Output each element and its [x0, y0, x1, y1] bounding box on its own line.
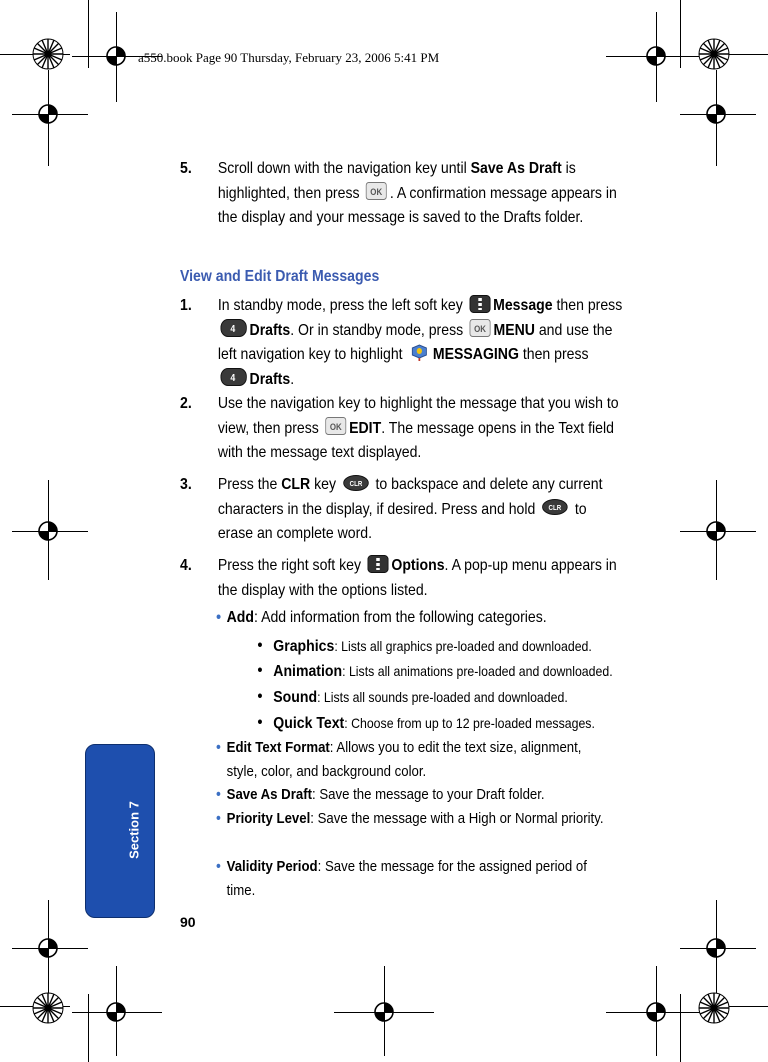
option-item [216, 606, 614, 631]
step-text: . [290, 370, 295, 388]
registration-target-icon [102, 998, 130, 1026]
bullet-icon: • [257, 637, 263, 654]
bullet-icon: • [257, 714, 263, 731]
starburst-mark-icon [698, 38, 730, 70]
option-description: : Add information from the following categories. [254, 609, 547, 626]
registration-target-icon [34, 934, 62, 962]
step-number: 5. [180, 160, 192, 177]
step-text: to backspace and delete any current characters in the display, if desired. Press and hold [217, 476, 603, 518]
print-header: a550.book Page 90 Thursday, February 23, 2006 5:41 PM [138, 50, 440, 65]
page-number: 90 [180, 914, 196, 930]
svg-text:CLR: CLR [548, 504, 562, 513]
instruction-step [180, 554, 623, 603]
registration-target-icon [34, 100, 62, 128]
step-text: Use the navigation key to highlight the message that you wish to view, then press [217, 395, 619, 437]
crop-mark [88, 0, 89, 68]
category-description: : Lists all graphics pre-loaded and downloaded. [334, 638, 592, 654]
registration-target-icon [370, 998, 398, 1026]
section-tab-label: Section 7 [126, 801, 142, 859]
category-term: Animation [273, 663, 343, 680]
option-term: Validity Period [226, 858, 318, 875]
option-description: : Save the message with a High or Normal priority. [310, 810, 604, 827]
option-term: Save As Draft [226, 786, 312, 803]
section-heading: View and Edit Draft Messages [180, 268, 380, 285]
svg-text:CLR: CLR [349, 480, 363, 488]
messaging-icon [409, 344, 430, 362]
step-text: In standby mode, press the left soft key [217, 297, 467, 314]
option-item [216, 783, 614, 807]
section-tab [85, 744, 155, 918]
crop-mark [680, 994, 681, 1062]
category-item [257, 711, 660, 737]
bullet-icon: • [257, 662, 263, 679]
registration-target-icon [102, 42, 130, 70]
bullet-icon: • [216, 739, 221, 756]
crop-mark [88, 994, 89, 1062]
category-item [257, 659, 660, 685]
svg-text:4: 4 [230, 371, 236, 384]
option-item [216, 855, 614, 903]
right-soft-key-icon [368, 555, 389, 573]
instruction-step [180, 157, 623, 231]
step-key-term: Options [391, 557, 445, 574]
registration-target-icon [34, 517, 62, 545]
registration-target-icon [702, 100, 730, 128]
starburst-mark-icon [32, 992, 64, 1024]
registration-target-icon [702, 934, 730, 962]
svg-text:OK: OK [474, 323, 487, 335]
option-term: Priority Level [226, 810, 311, 827]
step-key-term: EDIT [349, 419, 382, 437]
category-term: Sound [273, 689, 318, 706]
category-description: : Lists all sounds pre-loaded and downloaded. [317, 689, 568, 705]
category-item [257, 685, 660, 711]
left-soft-key-icon [469, 295, 490, 313]
step-text: . Or in standby mode, press [290, 321, 468, 339]
option-term: Add [226, 609, 255, 626]
step-number: 1. [180, 297, 192, 314]
svg-text:OK: OK [329, 421, 342, 433]
option-description: : Save the message to your Draft folder. [312, 786, 545, 803]
clr-key-icon [542, 498, 568, 516]
crop-mark [680, 0, 681, 68]
step-text: . A pop-up menu appears in the display with the options listed. [217, 557, 617, 599]
ok-key-icon [325, 417, 346, 435]
step-number: 2. [180, 395, 192, 412]
bullet-icon: • [257, 688, 263, 705]
step-text: Scroll down with the navigation key until [217, 160, 471, 177]
instruction-step [180, 473, 623, 547]
category-term: Graphics [273, 638, 335, 655]
option-description: : Allows you to edit the text size, alignment, style, color, and background color. [226, 739, 582, 780]
bullet-icon: • [216, 858, 221, 875]
step-number: 4. [180, 557, 192, 574]
step-key-term: MESSAGING [432, 346, 519, 363]
category-item [257, 634, 660, 660]
step-key-term: Save As Draft [470, 160, 562, 177]
bullet-icon: • [216, 810, 221, 827]
bullet-icon: • [216, 609, 222, 626]
step-text: . A confirmation message appears in the display and your message is saved to the Drafts folder. [217, 184, 617, 226]
step-key-term: Drafts [249, 370, 291, 388]
registration-target-icon [702, 517, 730, 545]
clr-key-icon [343, 474, 369, 492]
step-key-term: Drafts [249, 321, 291, 339]
step-text: and use the left navigation key to highlight [217, 321, 613, 363]
step-text: to erase an complete word. [217, 500, 587, 542]
instruction-step [180, 294, 623, 392]
step-key-term: MENU [493, 321, 535, 339]
option-item [216, 736, 614, 784]
registration-target-icon [642, 998, 670, 1026]
step-text: Press the right soft key [217, 557, 365, 574]
svg-text:4: 4 [230, 322, 236, 335]
ok-key-icon [366, 182, 387, 200]
step-text: then press [518, 346, 589, 363]
bullet-icon: • [216, 786, 221, 803]
number-4-key-icon [220, 319, 246, 337]
number-4-key-icon [220, 368, 246, 386]
starburst-mark-icon [698, 992, 730, 1024]
instruction-step [180, 392, 623, 466]
step-text: is highlighted, then press [217, 160, 576, 202]
step-number: 3. [180, 476, 192, 493]
starburst-mark-icon [32, 38, 64, 70]
option-term: Edit Text Format [226, 739, 330, 756]
svg-text:OK: OK [370, 186, 383, 198]
ok-key-icon [470, 319, 491, 337]
step-text: . The message opens in the Text field with the message text displayed. [217, 419, 614, 461]
category-description: : Choose from up to 12 pre-loaded messages. [344, 715, 595, 731]
category-term: Quick Text [273, 715, 345, 732]
option-item [216, 807, 614, 831]
step-key-term: Message [493, 297, 553, 314]
step-text: then press [552, 297, 623, 314]
step-text: Press the [217, 476, 282, 493]
step-key-term: CLR [281, 476, 311, 493]
step-text: key [310, 476, 340, 493]
option-description: : Save the message for the assigned period of time. [226, 858, 587, 899]
category-description: : Lists all animations pre-loaded and downloaded. [342, 663, 613, 679]
registration-target-icon [642, 42, 670, 70]
